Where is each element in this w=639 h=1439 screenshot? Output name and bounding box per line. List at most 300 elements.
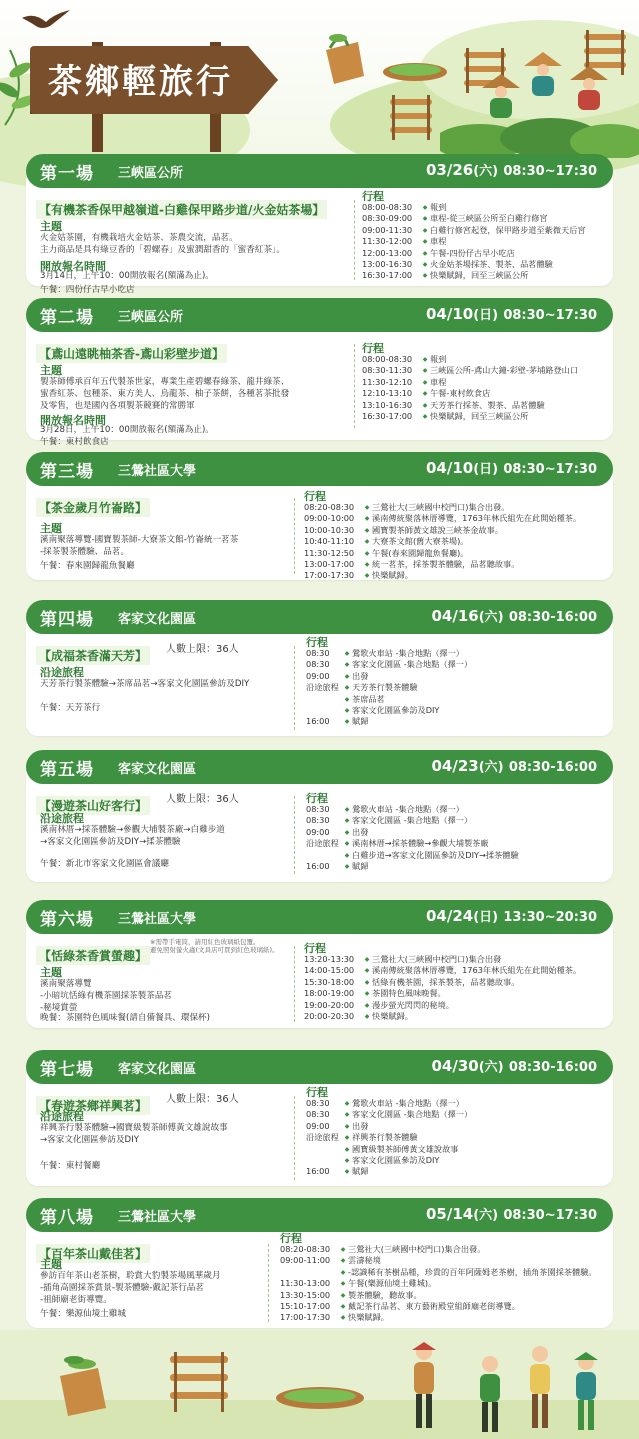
schedule-row xyxy=(306,1155,472,1166)
schedule-activity: 天芳茶行製茶體驗 xyxy=(352,682,418,693)
meal-text: 午餐：東村餐廳 xyxy=(40,1161,101,1171)
schedule-row xyxy=(306,1098,472,1109)
schedule-activity: 客家文化園區參訪及DIY xyxy=(352,705,440,716)
bullet-icon: ◆ xyxy=(422,413,428,421)
schedule-row xyxy=(306,827,519,838)
schedule-row xyxy=(306,861,519,872)
session-venue: 客家文化園區 xyxy=(118,762,197,777)
schedule-activity: 三峽區公所-鳶山大鐘-彩壁-茅埔路登山口 xyxy=(430,365,579,376)
schedule-title: 行程 xyxy=(306,1086,328,1099)
bullet-icon: ◆ xyxy=(344,806,350,813)
schedule-time xyxy=(306,705,342,716)
schedule-list xyxy=(362,202,586,282)
bullet-icon: ◆ xyxy=(364,990,370,998)
schedule-title: 行程 xyxy=(362,342,384,355)
session-header xyxy=(26,750,613,784)
schedule-activity: 國寶製茶師黃文雄說三峽茶金故事。 xyxy=(372,524,504,535)
schedule-time: 沿途旅程 xyxy=(306,682,339,693)
schedule-row xyxy=(306,815,519,826)
schedule-time: 17:00-17:30 xyxy=(304,570,355,581)
schedule-title: 行程 xyxy=(280,1232,302,1245)
schedule-row xyxy=(304,1000,581,1011)
schedule-row xyxy=(362,411,578,422)
schedule-row xyxy=(280,1244,597,1255)
schedule-time: 08:30 xyxy=(306,804,330,814)
session-datetime: 04/10(日) 08:30~17:30 xyxy=(425,305,597,323)
schedule-row xyxy=(362,259,586,270)
schedule-activity: -認識稀有茶樹品種，珍貴的百年阿薩姆老茶樹，插角茶園採茶體驗。 xyxy=(348,1266,597,1277)
schedule-row xyxy=(304,525,581,536)
session-card-5 xyxy=(26,757,613,882)
session-number: 第四場 xyxy=(40,610,94,630)
bullet-icon: ◆ xyxy=(364,561,370,569)
schedule-row xyxy=(362,400,578,411)
session-header xyxy=(26,900,613,934)
schedule-time: 20:00-20:30 xyxy=(304,1011,355,1022)
schedule-time: 09:00 xyxy=(306,1120,330,1131)
schedule-row xyxy=(362,354,578,365)
schedule-row xyxy=(304,548,581,559)
session-datetime: 04/24(日) 13:30~20:30 xyxy=(425,907,597,925)
schedule-time: 16:00 xyxy=(306,1166,330,1177)
schedule-row xyxy=(304,988,581,999)
tea-tray-icon xyxy=(380,60,450,84)
session-number: 第六場 xyxy=(40,910,94,930)
schedule-row xyxy=(362,270,586,281)
itinerary-label: 沿途旅程 xyxy=(40,1110,84,1123)
flashlight-note: ※需帶手電筒，請用紅色玻璃紙包覆。 避免照射螢火蟲(文具店可買到紅色玻璃紙)。 xyxy=(150,938,279,954)
schedule-time: 13:10-16:30 xyxy=(362,399,413,410)
theme-label: 主題 xyxy=(40,966,62,979)
schedule-time: 09:00-11:00 xyxy=(280,1255,331,1266)
schedule-time: 11:30-12:50 xyxy=(304,547,355,558)
schedule-title: 行程 xyxy=(306,792,328,805)
schedule-row xyxy=(304,1011,581,1022)
session-number: 第七場 xyxy=(40,1060,94,1080)
schedule-time: 沿途旅程 xyxy=(306,838,339,849)
schedule-activity: 午餐(春來園歸龍魚餐廳)。 xyxy=(372,547,469,558)
schedule-time: 08:30-09:00 xyxy=(362,213,413,224)
bullet-icon: ◆ xyxy=(344,1168,350,1176)
bullet-icon: ◆ xyxy=(344,1157,350,1165)
bullet-icon: ◆ xyxy=(364,1001,370,1009)
schedule-activity: 報到 xyxy=(430,354,447,364)
schedule-time: 08:30 xyxy=(306,1098,330,1108)
bullet-icon: ◆ xyxy=(364,515,370,523)
session-card-3 xyxy=(26,459,613,581)
session-header xyxy=(26,298,613,332)
session-header xyxy=(26,154,613,188)
session-header xyxy=(26,1198,613,1232)
meal-text: 午餐：東村飲食店 xyxy=(40,437,109,447)
meal-text: 晚餐：茶園特色風味餐(請自備餐具、環保杯) xyxy=(40,1013,210,1023)
schedule-time: 09:00 xyxy=(306,670,330,681)
session-header xyxy=(26,1050,613,1084)
bullet-icon: ◆ xyxy=(422,226,428,234)
schedule-time: 10:40-11:10 xyxy=(304,536,355,547)
route-title: 【春遊茶鄉祥興茗】 xyxy=(36,1096,150,1115)
schedule-time: 10:00-10:30 xyxy=(304,524,355,535)
hiker-icon-3 xyxy=(520,1342,560,1432)
schedule-row xyxy=(362,225,586,236)
schedule-time: 18:00-19:00 xyxy=(304,988,355,999)
bullet-icon: ◆ xyxy=(340,1303,346,1311)
schedule-activity: 溪南林厝→採茶體驗→參觀大埔製茶廠 xyxy=(352,838,489,849)
schedule-activity: 茶席品茗 xyxy=(352,693,385,704)
bullet-icon: ◆ xyxy=(364,967,370,975)
theme-label: 主題 xyxy=(40,364,62,377)
route-title: 【茶金歲月竹崙路】 xyxy=(36,498,150,517)
schedule-activity: 溪南傳統聚落林厝導覽，1763年林氏組先在此開始種茶。 xyxy=(372,513,582,524)
bird-icon xyxy=(20,8,72,38)
schedule-activity: 車程 xyxy=(430,376,447,387)
registration-text: 3月28日，上午10：00開放報名(額滿為止)。 xyxy=(40,425,214,435)
bullet-icon: ◆ xyxy=(344,1134,350,1142)
schedule-activity: 三鶯社大(三峽國中校門口)集合出發。 xyxy=(348,1244,486,1254)
bullet-icon: ◆ xyxy=(422,356,428,363)
schedule-activity: 客家文化園區 -集合地點（擇一） xyxy=(352,1109,473,1120)
registration-text: 3月14日，上午10：00開放報名(額滿為止)。 xyxy=(40,271,214,281)
session-datetime: 03/26(六) 08:30~17:30 xyxy=(425,161,597,179)
schedule-time: 08:30 xyxy=(306,815,330,826)
schedule-activity: 午餐(樂源仙境土雞城)。 xyxy=(348,1278,437,1289)
schedule-time: 16:00 xyxy=(306,861,330,872)
session-header xyxy=(26,600,613,634)
schedule-activity: 祥興茶行製茶體驗 xyxy=(352,1132,418,1143)
bullet-icon: ◆ xyxy=(364,572,370,580)
drying-rack-icon-bottom xyxy=(166,1352,232,1412)
schedule-row xyxy=(304,977,581,988)
schedule-activity: 鶯歌火車站 -集合地點（擇一） xyxy=(352,648,464,658)
schedule-row xyxy=(304,954,581,965)
divider xyxy=(268,1244,269,1322)
schedule-time: 08:00-08:30 xyxy=(362,202,413,212)
page-title: 茶鄉輕旅行 xyxy=(48,62,233,102)
schedule-time: 15:10-17:00 xyxy=(280,1301,331,1312)
schedule-list xyxy=(304,954,581,1022)
bullet-icon: ◆ xyxy=(344,840,350,848)
meal-text: 午餐：天芳茶行 xyxy=(40,703,101,713)
bullet-icon: ◆ xyxy=(340,1246,346,1253)
schedule-activity: 白雞行修宮起登，保甲路步道至紫微天后宮 xyxy=(430,224,586,235)
bullet-icon: ◆ xyxy=(340,1291,346,1299)
session-card-6 xyxy=(26,907,613,1028)
schedule-activity: 雲濤秘境 xyxy=(348,1255,381,1266)
session-card-4 xyxy=(26,607,613,736)
session-venue: 三鶯社區大學 xyxy=(118,1210,197,1225)
schedule-time: 09:00-11:30 xyxy=(362,224,413,235)
schedule-row xyxy=(306,1132,472,1143)
drying-rack-icon xyxy=(386,95,436,140)
bullet-icon: ◆ xyxy=(344,718,350,726)
session-card-8 xyxy=(26,1205,613,1328)
meal-text: 午餐：春來園歸龍魚餐廳 xyxy=(40,561,135,571)
bullet-icon: ◆ xyxy=(340,1314,346,1322)
schedule-title: 行程 xyxy=(304,942,326,955)
tea-basket-icon xyxy=(318,28,368,88)
schedule-row xyxy=(306,648,472,659)
schedule-activity: 客家文化園區參訪及DIY xyxy=(352,1155,440,1166)
itinerary-label: 沿途旅程 xyxy=(40,666,84,679)
bullet-icon: ◆ xyxy=(344,863,350,871)
schedule-activity: 快樂賦歸。 xyxy=(348,1312,389,1323)
schedule-row xyxy=(304,965,581,976)
bullet-icon: ◆ xyxy=(340,1268,346,1276)
theme-label: 主題 xyxy=(40,522,62,535)
itinerary-text: 祥興茶行製茶體驗→國寶級製茶師傅黃文雄說故事 →客家文化園區參訪及DIY xyxy=(40,1123,228,1145)
bullet-icon: ◆ xyxy=(422,401,428,409)
bullet-icon: ◆ xyxy=(344,672,350,680)
theme-text: 火金姑茶園，有機栽培火金姑茶、茶農交流，品茗。 主力商品是具有綠豆香的「碧螺春」及蜜潤甜香的「蜜香紅茶」。 xyxy=(40,233,285,255)
schedule-time: 13:30-15:00 xyxy=(280,1289,331,1300)
session-venue: 客家文化園區 xyxy=(118,1062,197,1077)
session-datetime: 04/23(六) 08:30-16:00 xyxy=(431,757,597,775)
schedule-activity: 三鶯社大(三峽國中校門口)集合出發 xyxy=(372,954,502,964)
schedule-title: 行程 xyxy=(304,490,326,503)
schedule-row xyxy=(306,1166,472,1177)
schedule-time: 16:30-17:00 xyxy=(362,411,413,422)
schedule-activity: 午餐-四份仔古早小吃店 xyxy=(430,247,515,258)
schedule-row xyxy=(304,536,581,547)
bullet-icon: ◆ xyxy=(422,204,428,211)
bullet-icon: ◆ xyxy=(340,1280,346,1288)
capacity-text: 人數上限：36人 xyxy=(166,1094,239,1105)
route-title: 【成福茶香滿天芳】 xyxy=(36,646,150,665)
schedule-time xyxy=(306,850,342,861)
theme-text: 製茶師傅承百年五代製茶世家，專業生產碧螺春綠茶、龍井綠茶、 蜜香紅茶、包種茶、東方美人、烏龍茶、柚子茶餅，各種茗茶批發 及零售，也是國內各項製茶競賽的常勝軍 xyxy=(40,377,290,411)
itinerary-label: 沿途旅程 xyxy=(40,812,84,825)
schedule-time: 13:00-17:00 xyxy=(304,559,355,570)
capacity-text: 人數上限：36人 xyxy=(166,644,239,655)
schedule-time: 16:00 xyxy=(306,716,330,727)
schedule-row xyxy=(306,838,519,849)
session-datetime: 04/10(日) 08:30~17:30 xyxy=(425,459,597,477)
theme-text: 溪南聚落導覽 -小暗坑恬綠有機茶園採茶製茶品茗 -秘境賞螢 xyxy=(40,979,173,1013)
hiker-icon xyxy=(404,1340,444,1432)
bullet-icon: ◆ xyxy=(364,978,370,986)
schedule-row xyxy=(306,804,519,815)
bullet-icon: ◆ xyxy=(422,390,428,398)
schedule-list xyxy=(306,1098,472,1178)
bullet-icon: ◆ xyxy=(422,215,428,223)
bullet-icon: ◆ xyxy=(344,817,350,825)
session-header xyxy=(26,452,613,486)
session-number: 第一場 xyxy=(40,164,94,184)
session-datetime: 04/16(六) 08:30-16:00 xyxy=(431,607,597,625)
schedule-activity: 快樂賦歸，回至三峽區公所 xyxy=(430,270,529,281)
bullet-icon: ◆ xyxy=(422,261,428,269)
bullet-icon: ◆ xyxy=(422,238,428,246)
schedule-row xyxy=(306,1144,472,1155)
theme-label: 主題 xyxy=(40,1258,62,1271)
schedule-activity: 溪南傳統聚落林厝導覽，1763年林氏組先在此開始種茶。 xyxy=(372,965,582,976)
schedule-row xyxy=(304,502,581,513)
schedule-row xyxy=(280,1278,597,1289)
capacity-text: 人數上限：36人 xyxy=(166,794,239,805)
bullet-icon: ◆ xyxy=(344,1100,350,1107)
schedule-time: 08:00-08:30 xyxy=(362,354,413,364)
schedule-time xyxy=(306,1155,342,1166)
schedule-activity: 賦歸 xyxy=(352,861,369,872)
schedule-time: 08:30-11:30 xyxy=(362,365,413,376)
session-number: 第五場 xyxy=(40,760,94,780)
schedule-time xyxy=(306,694,342,705)
schedule-row xyxy=(280,1267,597,1278)
bullet-icon: ◆ xyxy=(344,707,350,715)
itinerary-text: 天芳茶行製茶體驗→茶席品茗→客家文化園區參訪及DIY xyxy=(40,679,250,689)
schedule-time: 11:30-12:00 xyxy=(362,236,413,247)
bullet-icon: ◆ xyxy=(344,650,350,657)
divider xyxy=(294,946,295,1022)
route-title: 【鳶山遠眺柚茶香-鳶山彩壁步道】 xyxy=(36,344,227,363)
schedule-time: 08:30 xyxy=(306,648,330,658)
schedule-activity: 天芳茶行採茶、製茶、品茗體驗 xyxy=(430,399,545,410)
schedule-activity: 漫步螢光閃閃的秘境。 xyxy=(372,999,454,1010)
schedule-row xyxy=(306,1109,472,1120)
session-number: 第二場 xyxy=(40,308,94,328)
schedule-activity: 製茶體驗，聽故事。 xyxy=(348,1289,422,1300)
session-venue: 三峽區公所 xyxy=(118,310,184,325)
schedule-list xyxy=(306,804,519,872)
schedule-row xyxy=(362,365,578,376)
schedule-list xyxy=(306,648,472,728)
schedule-row xyxy=(306,694,472,705)
schedule-activity: 三鶯社大(三峽國中校門口)集合出發。 xyxy=(372,502,510,512)
schedule-row xyxy=(306,716,472,727)
schedule-time: 11:30-13:00 xyxy=(280,1278,331,1289)
schedule-list xyxy=(304,502,581,582)
schedule-row xyxy=(304,570,581,581)
schedule-activity: 統一茗茶，採茶製茶體驗，品茗聽故事。 xyxy=(372,559,520,570)
schedule-time: 12:10-13:10 xyxy=(362,388,413,399)
schedule-activity: 恬綠有機茶園，採茶製茶，品茗聽故事。 xyxy=(372,976,520,987)
schedule-row xyxy=(306,682,472,693)
theme-label: 主題 xyxy=(40,220,62,233)
schedule-activity: 茶園特色風味晚餐。 xyxy=(372,988,446,999)
session-card-2 xyxy=(26,305,613,447)
schedule-time: 13:00-16:30 xyxy=(362,259,413,270)
schedule-time: 17:00-17:30 xyxy=(280,1312,331,1323)
schedule-row xyxy=(306,705,472,716)
schedule-activity: 大寮茶文館(舊大寮茶場)。 xyxy=(372,536,469,547)
divider xyxy=(294,1096,295,1180)
bullet-icon: ◆ xyxy=(344,684,350,692)
schedule-row xyxy=(362,248,586,259)
schedule-activity: 賦歸 xyxy=(352,1166,369,1177)
bullet-icon: ◆ xyxy=(344,695,350,703)
tea-basket-icon-bottom xyxy=(52,1350,112,1420)
schedule-activity: 快樂賦歸。 xyxy=(372,1011,413,1022)
bullet-icon: ◆ xyxy=(344,1111,350,1119)
meal-text: 午餐：新北市客家文化園區會議廳 xyxy=(40,859,169,869)
tea-tray-icon-bottom xyxy=(272,1384,368,1412)
session-venue: 三峽區公所 xyxy=(118,166,184,181)
bullet-icon: ◆ xyxy=(340,1257,346,1265)
bullet-icon: ◆ xyxy=(422,272,428,280)
schedule-row xyxy=(306,850,519,861)
session-datetime: 04/30(六) 08:30-16:00 xyxy=(431,1057,597,1075)
schedule-time: 沿途旅程 xyxy=(306,1132,339,1143)
schedule-activity: 快樂賦歸，回至三峽區公所 xyxy=(430,411,529,422)
schedule-row xyxy=(304,513,581,524)
schedule-row xyxy=(280,1301,597,1312)
schedule-time: 14:00-15:00 xyxy=(304,965,355,976)
schedule-activity: 出發 xyxy=(352,826,369,837)
schedule-activity: 戴記茶行品茗、東方藝術殿堂組師廟老街導覽。 xyxy=(348,1301,520,1312)
schedule-time: 08:20-08:30 xyxy=(280,1244,331,1254)
route-title: 【漫遊茶山好客行】 xyxy=(36,796,150,815)
schedule-row xyxy=(362,388,578,399)
bullet-icon: ◆ xyxy=(422,367,428,375)
divider xyxy=(294,498,295,574)
theme-text: 溪南聚落導覽-國寶製茶師-大寮茶文館-竹崙統一茗茶 -採茶製茶體驗、品茗。 xyxy=(40,535,239,557)
bullet-icon: ◆ xyxy=(344,1145,350,1153)
schedule-list xyxy=(362,354,578,422)
schedule-activity: 客家文化園區 -集合地點（擇一） xyxy=(352,815,473,826)
bullet-icon: ◆ xyxy=(364,504,370,511)
route-title: 【恬綠茶香賞螢趣】 xyxy=(36,946,150,965)
schedule-list xyxy=(280,1244,597,1324)
bullet-icon: ◆ xyxy=(422,378,428,386)
bullet-icon: ◆ xyxy=(364,538,370,546)
schedule-activity: 車程-從三峽區公所至白雞行修宮 xyxy=(430,213,548,224)
schedule-time: 09:00-10:00 xyxy=(304,513,355,524)
schedule-time: 08:30 xyxy=(306,1109,330,1120)
schedule-row xyxy=(280,1290,597,1301)
session-venue: 客家文化園區 xyxy=(118,612,197,627)
bullet-icon: ◆ xyxy=(364,1013,370,1021)
schedule-time: 11:30-12:10 xyxy=(362,376,413,387)
bullet-icon: ◆ xyxy=(422,249,428,257)
hiker-icon-2 xyxy=(470,1352,510,1434)
divider xyxy=(354,344,355,428)
schedule-row xyxy=(280,1312,597,1323)
hiker-icon-4 xyxy=(566,1350,606,1434)
schedule-activity: 鶯歌火車站 -集合地點（擇一） xyxy=(352,1098,464,1108)
route-title: 【有機茶香保甲越嶺道-白雞保甲路步道/火金姑茶場】 xyxy=(36,200,327,219)
schedule-time: 13:20-13:30 xyxy=(304,954,355,964)
registration-label: 開放報名時間 xyxy=(40,260,106,273)
schedule-activity: 火金姑茶場採茶、製茶、品茗體驗 xyxy=(430,259,553,270)
schedule-activity: 車程 xyxy=(430,236,447,247)
session-number: 第八場 xyxy=(40,1208,94,1228)
session-card-7 xyxy=(26,1057,613,1186)
route-title: 【百年茶山戴佳茗】 xyxy=(36,1244,150,1263)
bullet-icon: ◆ xyxy=(344,1122,350,1130)
schedule-activity: 鶯歌火車站 -集合地點（擇一） xyxy=(352,804,464,814)
bullet-icon: ◆ xyxy=(364,956,370,963)
schedule-time: 16:30-17:00 xyxy=(362,270,413,281)
schedule-time: 08:30 xyxy=(306,659,330,670)
tea-picker-icon-2 xyxy=(520,48,566,100)
session-card-1 xyxy=(26,161,613,295)
schedule-row xyxy=(362,236,586,247)
schedule-row xyxy=(362,213,586,224)
schedule-activity: 出發 xyxy=(352,1120,369,1131)
itinerary-text: 溪南林厝→採茶體驗→參觀大埔製茶廠→白雞步道 →客家文化園區參訪及DIY→揉茶體驗 xyxy=(40,825,225,847)
schedule-activity: 國寶級製茶師傅黃文雄說故事 xyxy=(352,1143,459,1154)
bullet-icon: ◆ xyxy=(344,851,350,859)
schedule-row xyxy=(362,202,586,213)
schedule-time xyxy=(280,1267,338,1278)
schedule-activity: 快樂賦歸。 xyxy=(372,570,413,581)
schedule-time: 12:00-13:00 xyxy=(362,247,413,258)
schedule-activity: 賦歸 xyxy=(352,716,369,727)
bullet-icon: ◆ xyxy=(344,661,350,669)
schedule-title: 行程 xyxy=(306,636,328,649)
meal-text: 午餐：樂源仙境土雞城 xyxy=(40,1309,126,1319)
bullet-icon: ◆ xyxy=(364,549,370,557)
